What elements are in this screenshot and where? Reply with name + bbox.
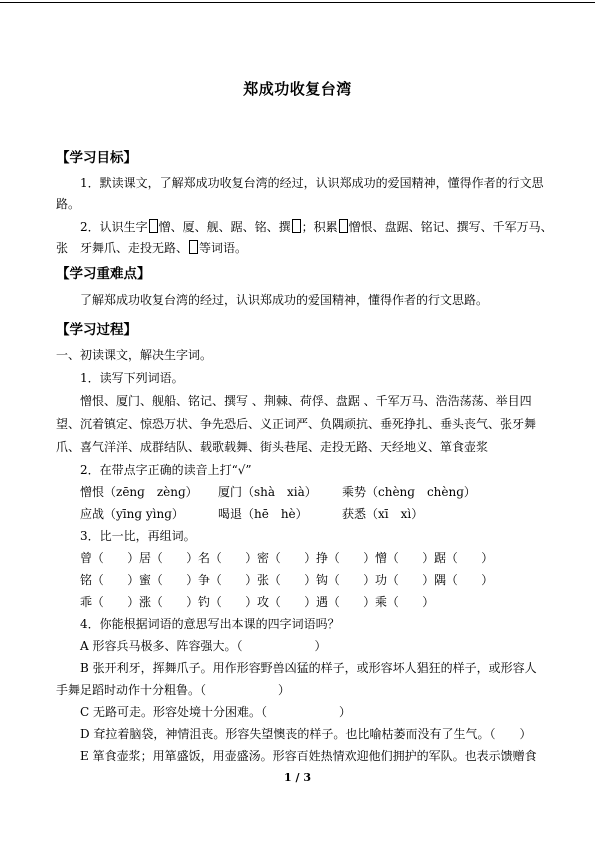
goal-2-line-2: [56, 240, 247, 256]
placeholder-box-icon: [149, 219, 158, 233]
top-rule: [0, 2, 595, 3]
question-1: 1．读写下列词语。: [80, 371, 184, 385]
placeholder-box-icon: [189, 240, 198, 254]
key-points-text: 了解郑成功收复台湾的经过，认识郑成功的爱国精神，懂得作者的行文思路。: [80, 293, 489, 307]
goal-2-text-c: ；积累: [301, 220, 338, 234]
goal-2-text-d: 憎恨、盘踞、铭记、撰写、千军万马、: [348, 220, 553, 234]
option-b-line-2: 手舞足蹈时动作十分粗鲁。（ ）: [56, 683, 291, 697]
page-number: 1 / 3: [284, 771, 311, 784]
pinyin-item: 喝退（hē hè）: [218, 507, 308, 521]
option-e-line-1: E 箪食壶浆；用箪盛饭，用壶盛汤。形容百姓热情欢迎他们拥护的军队。也表示馈赠食: [80, 749, 537, 763]
pinyin-item: 憎恨（zēnɡ zènɡ）: [80, 485, 198, 499]
option-b-line-1: B 张开利牙，挥舞爪子。用作形容野兽凶猛的样子，或形容坏人猖狂的样子，或形容人: [80, 661, 537, 675]
option-d: D 耷拉着脑袋，神情沮丧。形容失望懊丧的样子。也比喻枯萎而没有了生气。（ ）: [80, 727, 532, 741]
pinyin-item: 乘势（chènɡ chènɡ）: [342, 485, 476, 499]
section-heading-key-points: 【学习重难点】: [56, 266, 151, 282]
word-list-line-3: 爪、喜气洋洋、成群结队、载歌载舞、街头巷尾、走投无路、天经地义、箪食壶浆: [56, 440, 489, 454]
document-title: 郑成功收复台湾: [243, 80, 352, 98]
section-heading-process: 【学习过程】: [56, 322, 137, 338]
placeholder-box-icon: [339, 219, 348, 233]
pinyin-item: 应战（yīnɡ yìnɡ）: [80, 507, 184, 521]
question-3: 3．比一比，再组词。: [80, 529, 196, 543]
compare-row-3: 乖（ ）涨（ ）钓（ ）攻（ ）遇（ ）乘（ ）: [80, 595, 435, 609]
option-a: A 形容兵马极多、阵容强大。（ ）: [80, 639, 327, 653]
section-heading-goals: 【学习目标】: [56, 150, 137, 166]
option-c: C 无路可走。形容处境十分困难。（ ）: [80, 705, 351, 719]
goal-2-text-f: 等词语。: [199, 241, 248, 255]
pinyin-item: 厦门（shà xià）: [218, 485, 317, 499]
goal-1-line-1: 1．默读课文，了解郑成功收复台湾的经过，认识郑成功的爱国精神，懂得作者的行文思: [80, 176, 544, 190]
word-list-line-2: 望、沉着镇定、惊恐万状、争先恐后、义正词严、负隅顽抗、垂死挣扎、垂头丧气、张牙舞: [56, 417, 537, 431]
compare-row-2: 铭（ ）蜜（ ）争（ ）张（ ）钩（ ）功（ ）隅（ ）: [80, 573, 494, 587]
placeholder-box-icon: [292, 219, 301, 233]
goal-2-text-e: 张 牙舞爪、走投无路、: [56, 241, 189, 255]
question-2: 2．在带点字正确的读音上打“√”: [80, 463, 252, 477]
pinyin-item: 获悉（xī xì）: [342, 507, 424, 521]
goal-2-text-b: 憎、厦、舰、踞、铭、撰: [158, 220, 291, 234]
goal-2-text-a: 2．认识生字: [80, 220, 148, 234]
question-4: 4．你能根据词语的意思写出本课的四字词语吗？: [80, 617, 340, 631]
step-1-heading: 一、初读课文，解决生字词。: [56, 348, 213, 362]
word-list-line-1: 憎恨、厦门、舰船、铭记、撰写 、荆棘、荷俘、盘踞 、千军万马、浩浩荡荡、举目四: [80, 394, 532, 408]
compare-row-1: 曾（ ）居（ ）名（ ）密（ ）挣（ ）憎（ ）踞（ ）: [80, 551, 494, 565]
goal-1-line-2: 路。: [56, 197, 81, 211]
goal-2-line-1: [80, 219, 553, 235]
